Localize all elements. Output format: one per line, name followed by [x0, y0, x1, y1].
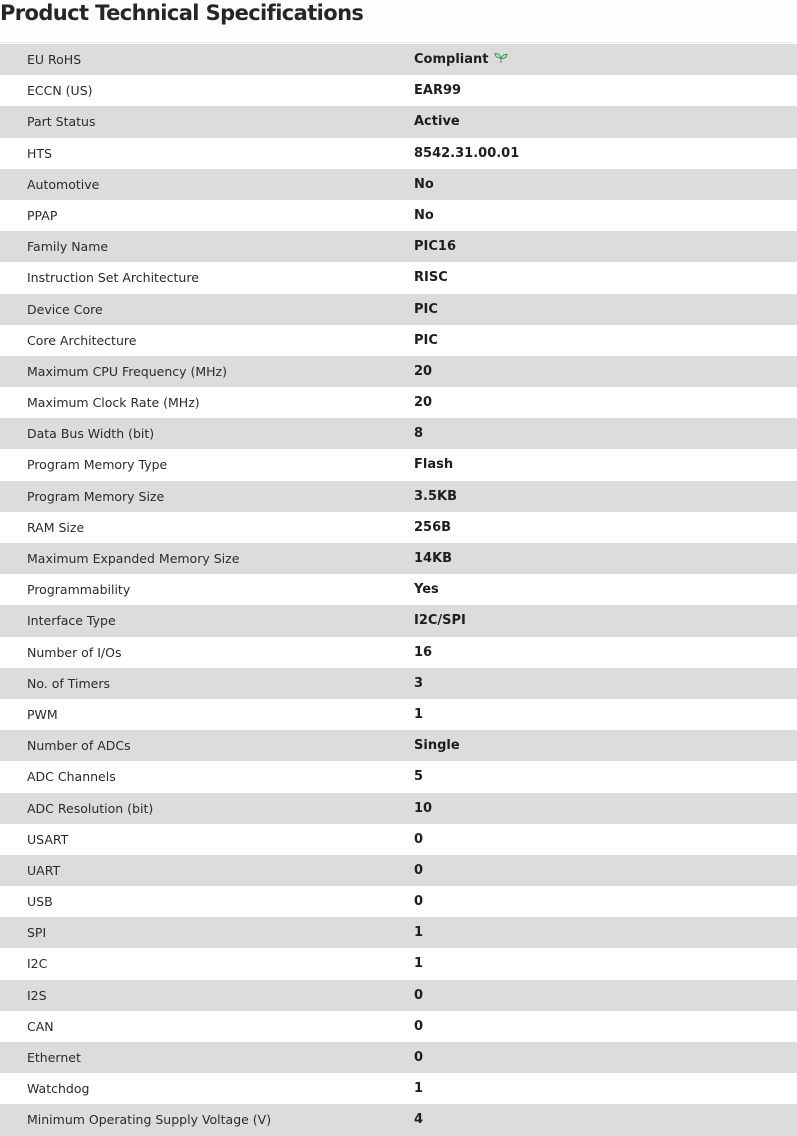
- spec-value-text: PIC: [414, 332, 438, 348]
- spec-row: [0, 44, 797, 75]
- spec-label: ECCN (US): [27, 83, 93, 99]
- spec-label: EU RoHS: [27, 52, 82, 67]
- spec-value: [414, 106, 460, 137]
- spec-value-text: 0: [414, 862, 424, 878]
- spec-value: [414, 138, 519, 169]
- spec-label: Maximum Clock Rate (MHz): [27, 395, 200, 411]
- spec-row: [0, 855, 797, 886]
- spec-row: [0, 231, 797, 262]
- spec-row: [0, 1042, 797, 1073]
- spec-value-text: 0: [414, 1018, 424, 1034]
- spec-label: I2C: [27, 956, 48, 972]
- spec-value-text: Yes: [414, 582, 439, 598]
- spec-label: Instruction Set Architecture: [27, 270, 199, 286]
- spec-label: Automotive: [27, 176, 100, 192]
- spec-value: [414, 980, 423, 1011]
- spec-label: CAN: [27, 1018, 54, 1034]
- spec-row: [0, 980, 797, 1011]
- spec-value-text: 256B: [414, 519, 452, 535]
- spec-value-text: Flash: [414, 457, 454, 473]
- spec-label: PWM: [27, 706, 58, 722]
- spec-row: [0, 605, 797, 636]
- spec-value: [414, 886, 423, 917]
- spec-row: [0, 948, 797, 979]
- spec-value: [414, 948, 423, 979]
- spec-value-text: 0: [414, 1050, 424, 1065]
- spec-label: Core Architecture: [27, 332, 137, 348]
- spec-label: Device Core: [27, 301, 103, 317]
- spec-label: Program Memory Type: [27, 457, 168, 473]
- spec-row: [0, 543, 797, 574]
- spec-value: [414, 1011, 423, 1042]
- spec-row: [0, 574, 797, 605]
- spec-row: [0, 637, 797, 668]
- spec-row: [0, 668, 797, 699]
- spec-label: Number of I/Os: [27, 644, 122, 660]
- spec-row: [0, 512, 797, 543]
- spec-label: Program Memory Size: [27, 488, 165, 504]
- spec-row: [0, 1011, 797, 1042]
- spec-label: I2S: [27, 987, 47, 1003]
- spec-value: [414, 730, 460, 761]
- spec-label: HTS: [27, 145, 52, 161]
- leaf-icon: [494, 52, 508, 64]
- spec-value: [414, 574, 439, 605]
- spec-label: Number of ADCs: [27, 738, 131, 754]
- spec-label: ADC Channels: [27, 769, 116, 785]
- spec-label: ADC Resolution (bit): [27, 800, 154, 816]
- spec-value: [414, 793, 432, 824]
- spec-label: Maximum CPU Frequency (MHz): [27, 363, 227, 379]
- spec-label: USART: [27, 831, 69, 847]
- spec-label: Ethernet: [27, 1050, 81, 1065]
- spec-value: [414, 668, 423, 699]
- spec-value-text: Active: [414, 114, 460, 130]
- spec-value: [414, 200, 434, 231]
- spec-value-text: No: [414, 176, 434, 192]
- spec-row: [0, 418, 797, 449]
- spec-value: [414, 262, 448, 293]
- spec-value: [414, 294, 438, 325]
- spec-value-text: I2C/SPI: [414, 613, 466, 629]
- spec-value: [414, 231, 456, 262]
- spec-row: [0, 824, 797, 855]
- spec-row: [0, 106, 797, 137]
- spec-value: [414, 855, 423, 886]
- spec-row: [0, 356, 797, 387]
- spec-value: [414, 1073, 423, 1104]
- page-header: [0, 0, 797, 43]
- spec-value-text: 0: [414, 894, 424, 910]
- spec-label: Minimum Operating Supply Voltage (V): [27, 1112, 272, 1128]
- spec-row: [0, 761, 797, 792]
- spec-value: [414, 75, 461, 106]
- spec-row: [0, 1073, 797, 1104]
- spec-row: [0, 169, 797, 200]
- spec-row: [0, 449, 797, 480]
- spec-value-text: 14KB: [414, 551, 453, 566]
- spec-row: [0, 387, 797, 418]
- spec-value-text: Compliant: [414, 52, 489, 67]
- spec-value-text: 4: [414, 1112, 424, 1128]
- spec-label: Family Name: [27, 239, 109, 255]
- spec-value-text: 1: [414, 956, 424, 972]
- spec-value: [414, 1104, 423, 1135]
- spec-row: [0, 262, 797, 293]
- spec-row: [0, 1104, 797, 1135]
- spec-value-text: 20: [414, 395, 433, 411]
- spec-value-text: 1: [414, 1081, 424, 1097]
- spec-label: Programmability: [27, 582, 131, 598]
- spec-row: [0, 325, 797, 356]
- spec-value: [414, 605, 466, 636]
- spec-row: [0, 294, 797, 325]
- spec-value: [414, 917, 423, 948]
- spec-row: [0, 917, 797, 948]
- spec-value: [414, 325, 438, 356]
- spec-label: Part Status: [27, 114, 96, 130]
- spec-value-text: 0: [414, 831, 424, 847]
- spec-label: No. of Timers: [27, 675, 110, 691]
- spec-row: [0, 75, 797, 106]
- spec-value-text: 0: [414, 987, 424, 1003]
- spec-value-text: 10: [414, 800, 433, 816]
- spec-label: RAM Size: [27, 519, 85, 535]
- spec-value: [414, 356, 432, 387]
- spec-row: [0, 730, 797, 761]
- spec-value-text: EAR99: [414, 83, 462, 99]
- spec-value: [414, 481, 457, 512]
- spec-value-text: 5: [414, 769, 424, 785]
- spec-value: [414, 512, 451, 543]
- spec-value-text: Single: [414, 738, 460, 754]
- spec-label: UART: [27, 862, 61, 878]
- spec-label: PPAP: [27, 207, 58, 223]
- spec-label: USB: [27, 894, 53, 910]
- spec-value: [414, 543, 452, 574]
- spec-value: [414, 637, 432, 668]
- spec-value: [414, 418, 423, 449]
- spec-value: [414, 824, 423, 855]
- spec-label: SPI: [27, 925, 47, 941]
- spec-label: Interface Type: [27, 613, 116, 629]
- spec-label: Maximum Expanded Memory Size: [27, 551, 240, 566]
- spec-value-text: PIC16: [414, 239, 456, 255]
- spec-value-text: 3: [414, 675, 424, 691]
- spec-label: Watchdog: [27, 1081, 90, 1097]
- spec-row: [0, 793, 797, 824]
- spec-value: [414, 1042, 423, 1073]
- spec-value-text: 3.5KB: [414, 488, 458, 504]
- spec-value-text: No: [414, 207, 434, 223]
- spec-value: [414, 699, 423, 730]
- spec-row: [0, 481, 797, 512]
- spec-label: Data Bus Width (bit): [27, 426, 155, 442]
- spec-row: [0, 200, 797, 231]
- spec-value-text: 20: [414, 363, 433, 379]
- spec-row: [0, 138, 797, 169]
- spec-value-text: 1: [414, 925, 424, 941]
- spec-row: [0, 699, 797, 730]
- spec-value-text: 16: [414, 644, 433, 660]
- spec-value-text: 8542.31.00.01: [414, 145, 520, 161]
- spec-value-text: PIC: [414, 301, 438, 317]
- page-title: Product Technical Specifications: [0, 1, 364, 25]
- spec-table: [0, 44, 797, 1136]
- spec-value-text: 1: [414, 706, 424, 722]
- spec-value: [414, 169, 434, 200]
- spec-value-text: RISC: [414, 270, 448, 286]
- spec-value-text: 8: [414, 426, 424, 442]
- spec-value: [414, 44, 508, 75]
- spec-value: [414, 449, 453, 480]
- spec-value: [414, 387, 432, 418]
- spec-row: [0, 886, 797, 917]
- spec-value: [414, 761, 423, 792]
